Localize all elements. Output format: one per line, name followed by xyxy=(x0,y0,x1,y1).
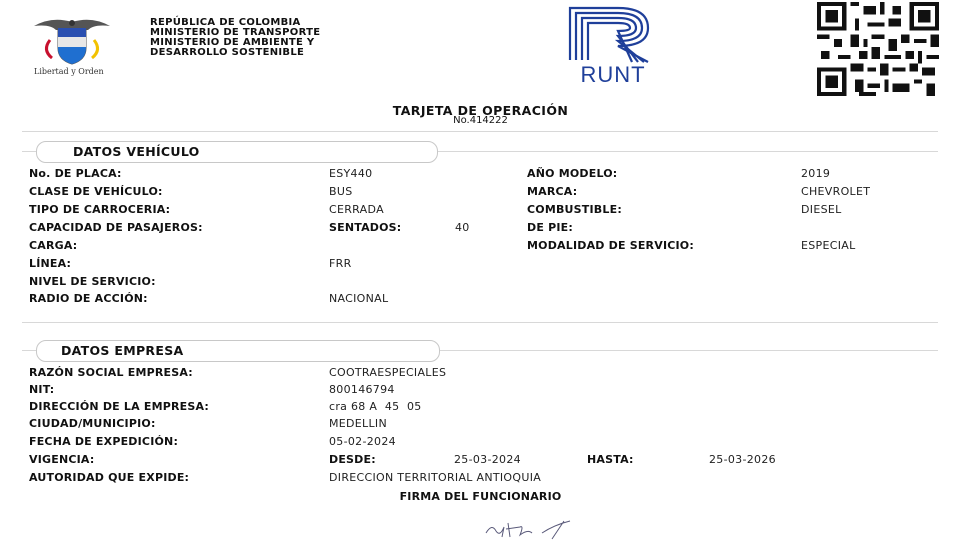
desde-label: DESDE: xyxy=(329,453,376,466)
nivel-label: NIVEL DE SERVICIO: xyxy=(29,275,156,288)
signature-icon xyxy=(480,515,580,541)
clase-value: BUS xyxy=(329,185,353,198)
placa-label: No. DE PLACA: xyxy=(29,167,122,180)
combustible-value: DIESEL xyxy=(801,203,842,216)
modelo-value: 2019 xyxy=(801,167,831,180)
runt-r-icon xyxy=(548,2,678,66)
header-line-1: REPÚBLICA DE COLOMBIA xyxy=(150,17,301,28)
divider xyxy=(22,131,938,132)
coat-of-arms-icon xyxy=(32,14,112,66)
ciudad-label: CIUDAD/MUNICIPIO: xyxy=(29,417,156,430)
motto-text: Libertad y Orden xyxy=(34,67,104,76)
autoridad-value: DIRECCION TERRITORIAL ANTIOQUIA xyxy=(329,471,542,484)
capacidad-label: CAPACIDAD DE PASAJEROS: xyxy=(29,221,203,234)
direccion-value: cra 68 A 45 05 xyxy=(329,400,422,413)
section-header-empresa xyxy=(36,340,440,362)
header-line-4: DESARROLLO SOSTENIBLE xyxy=(150,47,305,58)
header-line-3: MINISTERIO DE AMBIENTE Y xyxy=(150,37,315,48)
fecha-label: FECHA DE EXPEDICIÓN: xyxy=(29,435,179,448)
direccion-label: DIRECCIÓN DE LA EMPRESA: xyxy=(29,400,210,413)
ministry-header xyxy=(150,18,320,58)
combustible-label: COMBUSTIBLE: xyxy=(527,203,622,216)
divider xyxy=(22,322,938,323)
document-number: No.414222 xyxy=(453,115,508,126)
firma-label: FIRMA DEL FUNCIONARIO xyxy=(399,490,562,503)
sentados-value: 40 xyxy=(455,221,470,234)
radio-label: RADIO DE ACCIÓN: xyxy=(29,292,148,305)
razon-label: RAZÓN SOCIAL EMPRESA: xyxy=(29,366,193,379)
section-title-empresa: DATOS EMPRESA xyxy=(61,343,184,358)
linea-label: LÍNEA: xyxy=(29,257,72,270)
runt-logo-text: RUNT xyxy=(580,62,646,87)
ciudad-value: MEDELLIN xyxy=(329,417,387,430)
depie-label: DE PIE: xyxy=(527,221,573,234)
modelo-label: AÑO MODELO: xyxy=(527,167,618,180)
modalidad-value: ESPECIAL xyxy=(801,239,856,252)
clase-label: CLASE DE VEHÍCULO: xyxy=(29,185,163,198)
marca-value: CHEVROLET xyxy=(801,185,871,198)
carroceria-value: CERRADA xyxy=(329,203,384,216)
hasta-value: 25-03-2026 xyxy=(709,453,776,466)
desde-value: 25-03-2024 xyxy=(454,453,521,466)
nit-label: NIT: xyxy=(29,383,55,396)
placa-value: ESY440 xyxy=(329,167,373,180)
hasta-label: HASTA: xyxy=(587,453,634,466)
runt-logo xyxy=(548,2,678,86)
document-title: TARJETA DE OPERACIÓN xyxy=(392,103,569,118)
qr-code-icon xyxy=(817,2,939,96)
header-line-2: MINISTERIO DE TRANSPORTE xyxy=(150,27,321,38)
carga-label: CARGA: xyxy=(29,239,78,252)
marca-label: MARCA: xyxy=(527,185,578,198)
razon-value: COOTRAESPECIALES xyxy=(329,366,447,379)
autoridad-label: AUTORIDAD QUE EXPIDE: xyxy=(29,471,190,484)
radio-value: NACIONAL xyxy=(329,292,389,305)
fecha-value: 05-02-2024 xyxy=(329,435,396,448)
sentados-label: SENTADOS: xyxy=(329,221,402,234)
carroceria-label: TIPO DE CARROCERIA: xyxy=(29,203,171,216)
vigencia-label: VIGENCIA: xyxy=(29,453,95,466)
section-header-vehiculo xyxy=(36,141,438,163)
nit-value: 800146794 xyxy=(329,383,395,396)
modalidad-label: MODALIDAD DE SERVICIO: xyxy=(527,239,694,252)
section-title-vehiculo: DATOS VEHÍCULO xyxy=(73,144,200,159)
linea-value: FRR xyxy=(329,257,352,270)
